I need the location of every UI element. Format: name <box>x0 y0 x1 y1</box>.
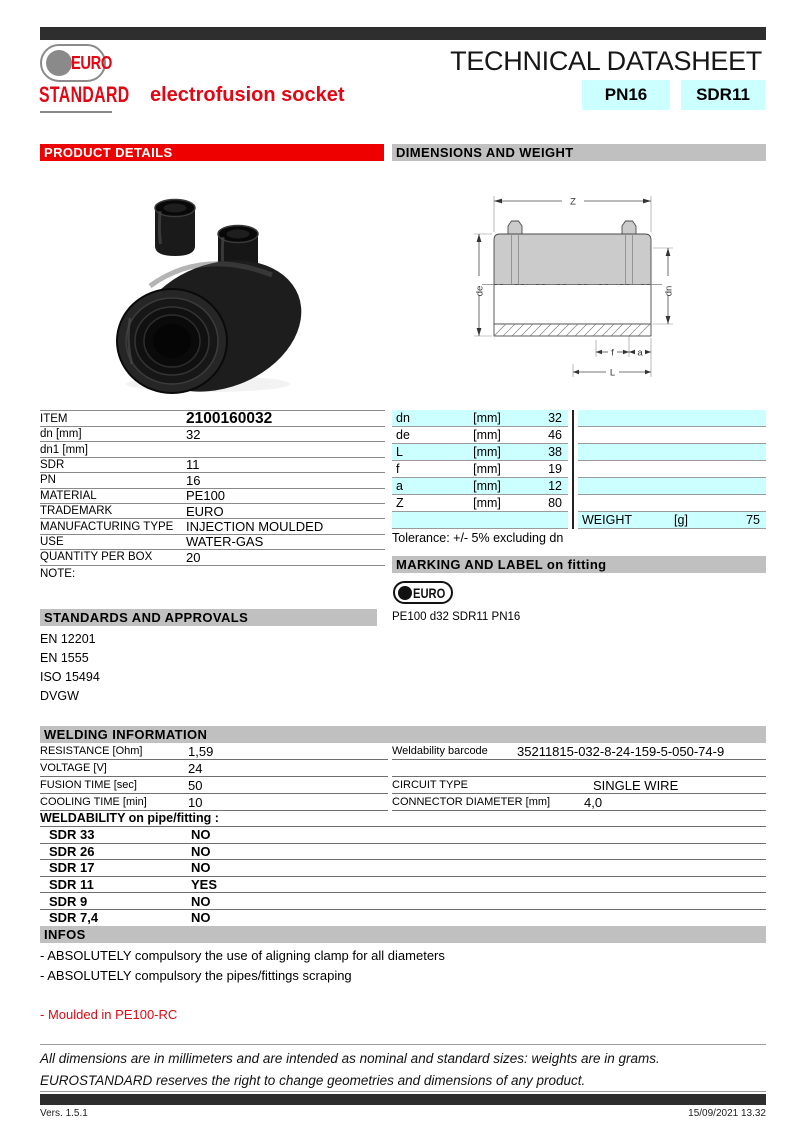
weight-row: WEIGHT [g] 75 <box>578 512 766 529</box>
logo-word-standard: STANDARD <box>39 82 130 107</box>
section-standards: STANDARDS AND APPROVALS <box>40 609 377 626</box>
section-marking: MARKING AND LABEL on fitting <box>392 556 766 573</box>
dim-label-f: f <box>611 347 614 359</box>
logo-circle-icon <box>398 586 412 600</box>
weldability-table <box>40 811 766 927</box>
table-row: QUANTITY PER BOX 20 <box>40 550 385 565</box>
list-item: EN 12201 <box>40 632 96 646</box>
table-row: VOLTAGE [V] 24 <box>40 760 388 777</box>
table-row <box>578 444 766 461</box>
item-spec-table <box>40 410 385 582</box>
table-row: dn [mm] 32 <box>40 427 385 442</box>
info-line: - ABSOLUTELY compulsory the pipes/fittings scraping <box>40 967 352 983</box>
table-row: NOTE: <box>40 567 76 580</box>
table-row: Weldability barcode 35211815-032-8-24-159-5-050-74-9 <box>392 743 766 760</box>
table-row: ITEM 2100160032 <box>40 411 385 427</box>
section-dimensions: DIMENSIONS AND WEIGHT <box>392 144 766 161</box>
tolerance-note: Tolerance: +/- 5% excluding dn <box>392 531 564 545</box>
logo-circle-icon <box>46 50 72 76</box>
table-row <box>392 760 766 777</box>
sdr-badge: SDR11 <box>681 80 765 110</box>
welding-right-table <box>392 743 766 811</box>
table-row: TRADEMARK EURO <box>40 504 385 519</box>
datetime-label: 15/09/2021 13.32 <box>688 1108 766 1119</box>
product-photo <box>100 178 305 400</box>
table-row: RESISTANCE [Ohm] 1,59 <box>40 743 388 760</box>
table-row: L [mm] 38 <box>392 444 568 461</box>
section-welding: WELDING INFORMATION <box>40 726 766 743</box>
logo-word-euro: EURO <box>71 53 113 73</box>
table-row: CIRCUIT TYPE SINGLE WIRE <box>392 777 766 794</box>
euro-mark-logo-icon <box>393 581 453 604</box>
table-row: SDR 9 NO <box>40 893 766 910</box>
footer-note: EUROSTANDARD reserves the right to change geometries and dimensions of any product. <box>40 1072 586 1088</box>
weight-table <box>578 410 766 529</box>
marking-text: PE100 d32 SDR11 PN16 <box>392 611 521 623</box>
dimension-table <box>392 410 568 529</box>
dim-label-z: Z <box>570 196 576 208</box>
table-row: FUSION TIME [sec] 50 <box>40 777 388 794</box>
table-row <box>578 427 766 444</box>
standards-list <box>40 630 100 706</box>
page-title: TECHNICAL DATASHEET <box>450 46 762 76</box>
section-product-details: PRODUCT DETAILS <box>40 144 384 161</box>
table-row <box>578 478 766 495</box>
table-row: SDR 33 NO <box>40 827 766 844</box>
table-row: a [mm] 12 <box>392 478 568 495</box>
pressure-badge: PN16 <box>582 80 670 110</box>
info-lines <box>40 946 445 985</box>
dim-label-de: de <box>474 285 486 297</box>
footer-note: All dimensions are in millimeters and are intended as nominal and standard sizes: weights are in grams. <box>40 1051 660 1066</box>
dim-label-l: L <box>609 367 616 379</box>
table-row: f [mm] 19 <box>392 461 568 478</box>
footer-notes <box>40 1048 766 1091</box>
eurostandard-logo-icon <box>40 44 113 82</box>
table-row: SDR 11 YES <box>40 877 766 894</box>
table-row: CONNECTOR DIAMETER [mm] 4,0 <box>392 794 766 811</box>
product-type-subtitle: electrofusion socket <box>150 84 345 106</box>
table-row: PN 16 <box>40 473 385 488</box>
dim-label-a: a <box>637 347 643 359</box>
table-row: Z [mm] 80 <box>392 495 568 512</box>
table-row: COOLING TIME [min] 10 <box>40 794 388 811</box>
info-highlight-line: - Moulded in PE100-RC <box>40 1007 178 1022</box>
table-row: SDR 11 <box>40 458 385 473</box>
list-item: DVGW <box>40 689 79 703</box>
footer-rule <box>40 1091 766 1092</box>
dim-label-dn: dn <box>663 285 675 297</box>
table-row: SDR 17 NO <box>40 860 766 877</box>
table-row: SDR 26 NO <box>40 844 766 861</box>
table-row: dn1 [mm] <box>40 442 385 457</box>
top-frame-bar <box>40 27 766 40</box>
table-row: USE WATER-GAS <box>40 535 385 550</box>
bottom-frame-bar <box>40 1094 766 1105</box>
table-row <box>578 461 766 478</box>
list-item: EN 1555 <box>40 651 89 665</box>
table-row: MATERIAL PE100 <box>40 489 385 504</box>
table-row <box>392 512 568 529</box>
info-line: - ABSOLUTELY compulsory the use of aligning clamp for all diameters <box>40 948 445 963</box>
weldability-title: WELDABILITY on pipe/fitting : <box>40 811 766 827</box>
list-item: ISO 15494 <box>40 670 100 684</box>
table-row <box>578 410 766 427</box>
welding-left-table <box>40 743 388 811</box>
logo-word-euro: EURO <box>413 585 446 601</box>
table-divider <box>572 410 574 529</box>
dimension-drawing <box>436 184 776 399</box>
table-row <box>578 495 766 512</box>
logo-underline <box>40 111 112 113</box>
version-label: Vers. 1.5.1 <box>40 1108 88 1119</box>
table-row: de [mm] 46 <box>392 427 568 444</box>
section-infos: INFOS <box>40 926 766 943</box>
footer-rule <box>40 1044 766 1045</box>
table-row: MANUFACTURING TYPE INJECTION MOULDED <box>40 519 385 534</box>
table-row: dn [mm] 32 <box>392 410 568 427</box>
table-row: SDR 7,4 NO <box>40 910 766 927</box>
